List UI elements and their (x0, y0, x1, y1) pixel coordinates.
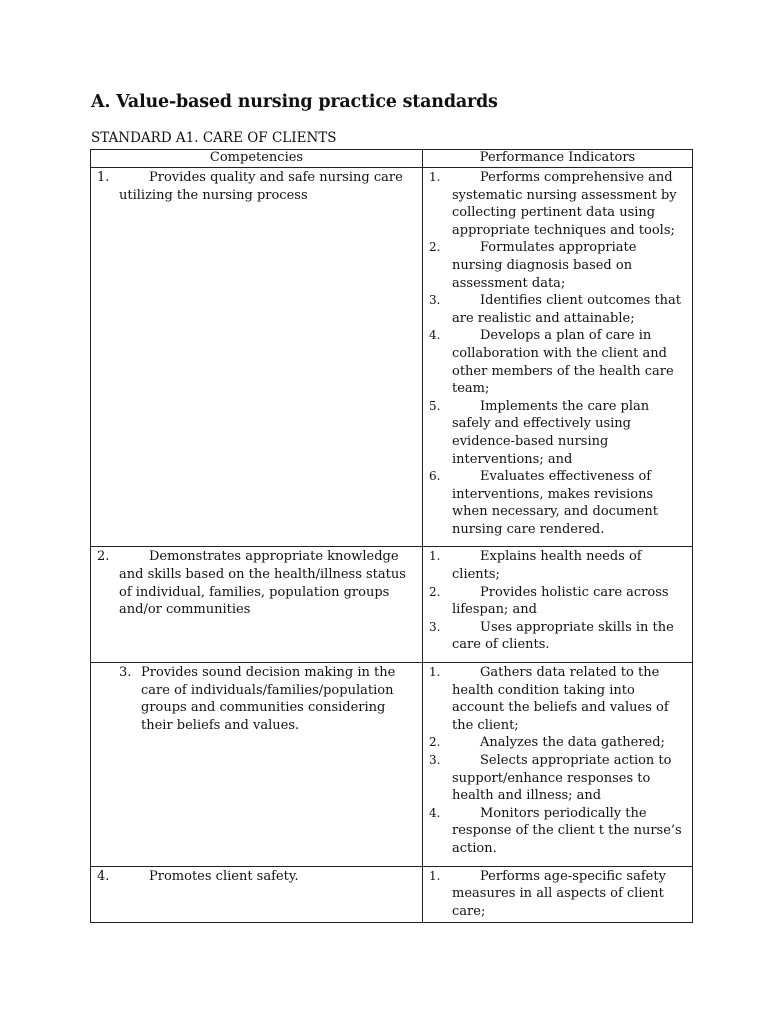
competency-cell (91, 663, 423, 867)
competency-number: 4. (97, 868, 110, 884)
header-competencies: Competencies (91, 150, 423, 168)
indicator-item: 3. Uses appropriate skills in the care of clients. (429, 619, 674, 653)
table-row (91, 663, 693, 867)
table-header-row (91, 150, 693, 168)
competency-text: 1. Provides quality and safe nursing care utilizing the nursing process (97, 170, 403, 203)
indicator-item: 6. Evaluates effectiveness of interventions, makes revisions when necessary, and document nursing care rendered. (429, 469, 658, 537)
competency-cell (91, 168, 423, 547)
competency-number: 1. (97, 170, 110, 185)
standards-table (90, 149, 693, 923)
indicators-cell (423, 663, 693, 867)
competency-cell (91, 547, 423, 663)
indicator-item: 5. Implements the care plan safely and effectively using evidence-based nursing interventions; and (429, 398, 650, 467)
document-heading: A. Value-based nursing practice standards (91, 92, 498, 112)
indicator-item: 1. Explains health needs of clients; (429, 549, 642, 583)
indicator-item: 3. Selects appropriate action to support/enhance responses to health and illness; and (429, 753, 672, 804)
indicators-cell (423, 168, 693, 547)
indicator-item: 1. Performs age-specific safety measures in all aspects of client care; (429, 868, 666, 919)
competency-text: 3. Provides sound decision making in the care of individuals/families/population groups and communities considering their beliefs and values. (119, 665, 396, 733)
competency-number: 2. (97, 549, 110, 565)
header-performance-indicators: Performance Indicators (423, 150, 693, 168)
competency-text: 2. Demonstrates appropriate knowledge and skills based on the health/illness status of individual, families, population groups and/or communities (97, 549, 406, 618)
competency-cell (91, 866, 423, 923)
table-row (91, 168, 693, 547)
table-row (91, 547, 693, 663)
indicator-item: 3. Identifies client outcomes that are realistic and attainable; (429, 293, 682, 326)
indicator-item: 1. Gathers data related to the health condition taking into account the beliefs and values of the client; (429, 665, 669, 733)
indicator-item: 2. Provides holistic care across lifespan; and (429, 584, 669, 618)
competency-number: 3. (119, 665, 132, 681)
indicators-cell (423, 866, 693, 923)
indicator-item: 2. Analyzes the data gathered; (429, 735, 665, 751)
standard-title: STANDARD A1. CARE OF CLIENTS (91, 130, 337, 146)
competency-text: 4. Promotes client safety. (97, 868, 299, 884)
indicator-item: 1. Performs comprehensive and systematic nursing assessment by collecting pertinent data using appropriate techniques and tools; (429, 170, 677, 238)
indicator-item: 4. Monitors periodically the response of the client t the nurse’s action. (429, 805, 682, 856)
indicator-item: 4. Develops a plan of care in collaboration with the client and other members of the health care team; (429, 328, 674, 397)
indicators-cell (423, 547, 693, 663)
indicator-item: 2. Formulates appropriate nursing diagnosis based on assessment data; (429, 240, 637, 291)
table-row (91, 866, 693, 923)
